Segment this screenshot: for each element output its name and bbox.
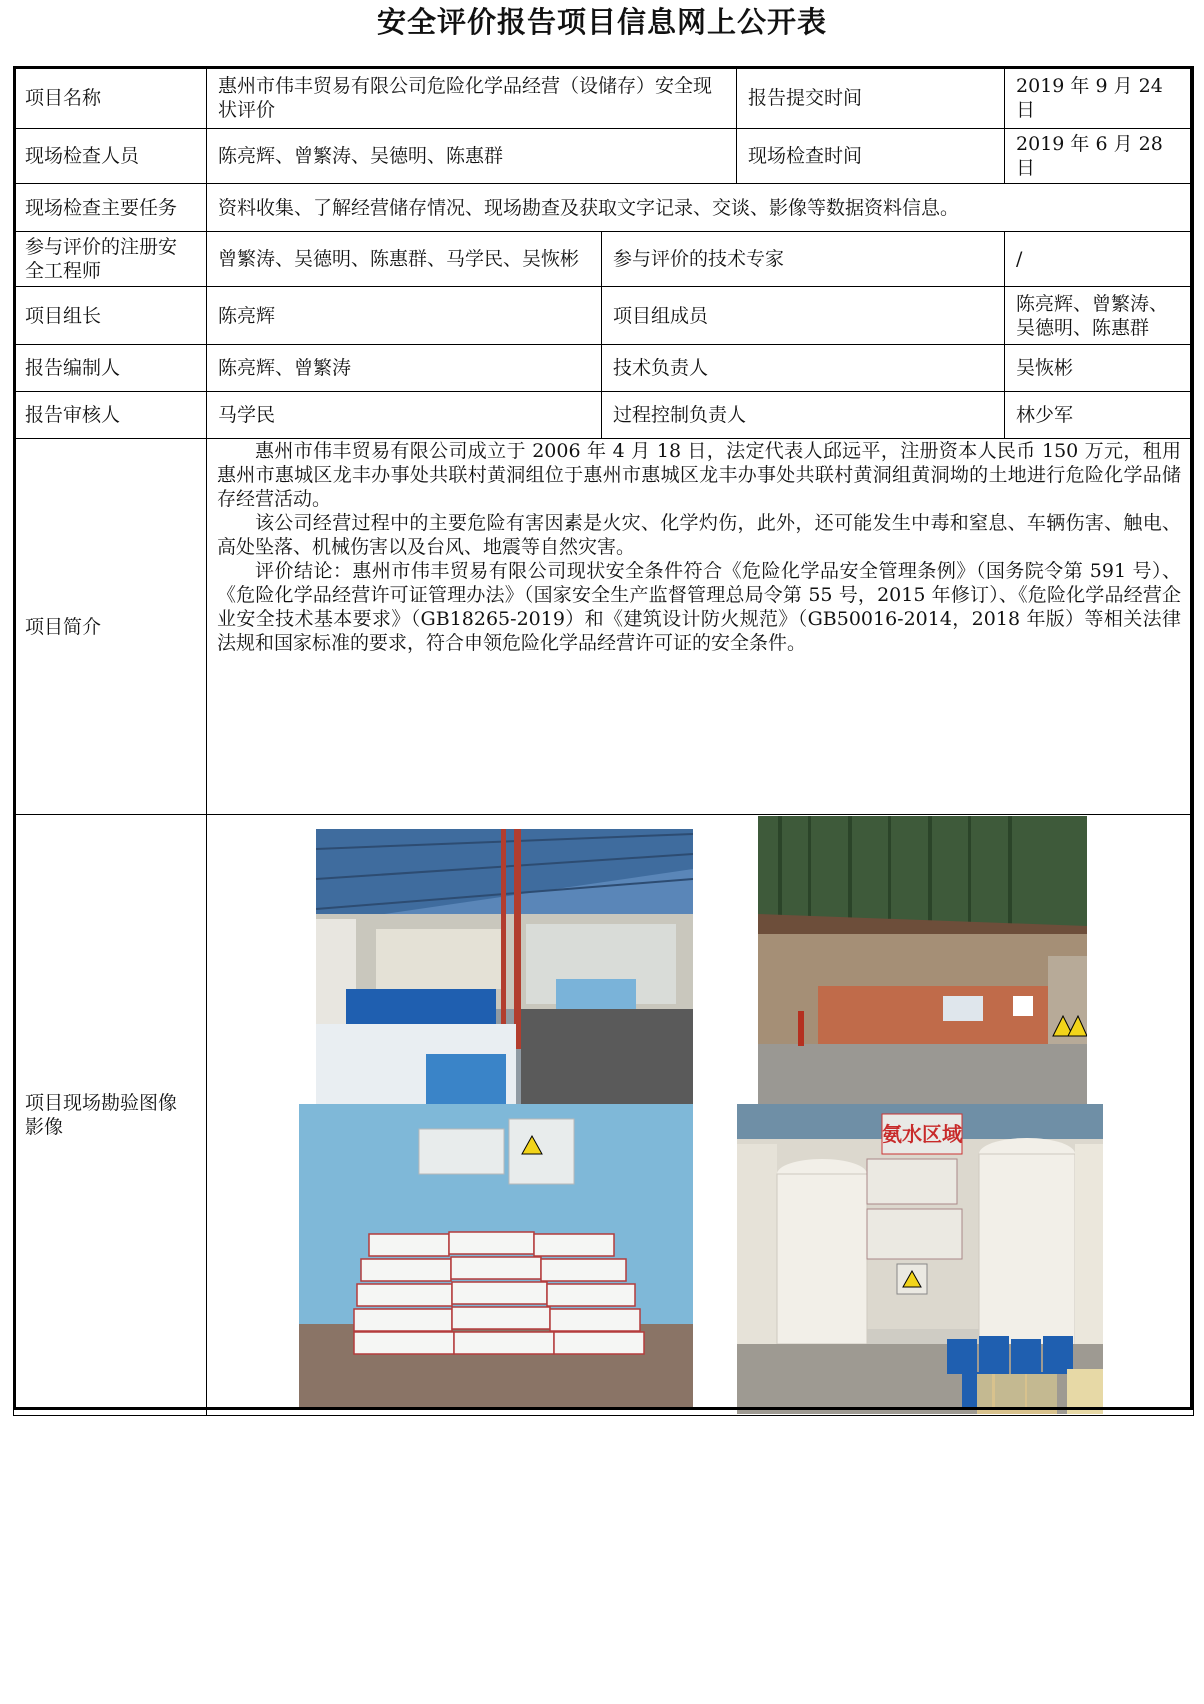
- value-experts: /: [1005, 232, 1194, 287]
- value-project-name: 惠州市伟丰贸易有限公司危险化学品经营（设储存）安全现状评价: [207, 67, 737, 129]
- value-leader: 陈亮辉: [207, 287, 602, 345]
- intro-paragraph-1: 惠州市伟丰贸易有限公司成立于 2006 年 4 月 18 日，法定代表人邱远平，注册资本人民币 150 万元，租用惠州市惠城区龙丰办事处共联村黄洞组位于惠州市惠城区龙丰办事处共联村黄洞组黄洞坳的土地进行危险化学品储存经营活动。: [217, 440, 1182, 510]
- value-members: 陈亮辉、曾繁涛、吴德明、陈惠群: [1005, 287, 1194, 345]
- value-engineers: 曾繁涛、吴德明、陈惠群、马学民、吴恢彬: [207, 232, 602, 287]
- photo-sign-ammonia: 氨水区域: [882, 1122, 962, 1146]
- value-inspect-time: 2019 年 6 月 28 日: [1005, 129, 1194, 184]
- value-submit-time: 2019 年 9 月 24 日: [1005, 67, 1194, 129]
- label-experts: 参与评价的技术专家: [602, 232, 1005, 287]
- table-outer-border: [13, 66, 1193, 1410]
- label-intro: 项目简介: [14, 439, 207, 815]
- label-images: 项目现场勘验图像影像: [14, 815, 207, 1416]
- label-main-task: 现场检查主要任务: [14, 184, 207, 232]
- label-inspectors: 现场检查人员: [14, 129, 207, 184]
- value-inspectors: 陈亮辉、曾繁涛、吴德明、陈惠群: [207, 129, 737, 184]
- label-tech-lead: 技术负责人: [602, 345, 1005, 392]
- value-process-control: 林少军: [1005, 392, 1194, 439]
- value-reviewer: 马学民: [207, 392, 602, 439]
- label-leader: 项目组长: [14, 287, 207, 345]
- label-project-name: 项目名称: [14, 67, 207, 129]
- label-reviewer: 报告审核人: [14, 392, 207, 439]
- label-inspect-time: 现场检查时间: [737, 129, 1005, 184]
- label-engineers: 参与评价的注册安全工程师: [14, 232, 207, 287]
- label-members: 项目组成员: [602, 287, 1005, 345]
- label-submit-time: 报告提交时间: [737, 67, 1005, 129]
- intro-paragraph-2: 该公司经营过程中的主要危险有害因素是火灾、化学灼伤，此外，还可能发生中毒和窒息、车辆伤害、触电、高处坠落、机械伤害以及台风、地震等自然灾害。: [217, 512, 1182, 558]
- label-process-control: 过程控制负责人: [602, 392, 1005, 439]
- intro-paragraph-3: 评价结论：惠州市伟丰贸易有限公司现状安全条件符合《危险化学品安全管理条例》（国务院令第 591 号）、《危险化学品经营许可证管理办法》（国家安全生产监督管理总局令第 55 号，2015 年修订）、《危险化学品经营企业安全技术基本要求》（GB18265-2019）和《建筑设计防火规范》（GB50016-2014，2018 年版）等相关法律法规和国家标准的要求，符合申领危险化学品经营许可证的安全条件。: [217, 560, 1182, 654]
- value-compiler: 陈亮辉、曾繁涛: [207, 345, 602, 392]
- page-title: 安全评价报告项目信息网上公开表: [376, 5, 827, 39]
- value-main-task: 资料收集、了解经营储存情况、现场勘查及获取文字记录、交谈、影像等数据资料信息。: [207, 184, 1194, 232]
- label-compiler: 报告编制人: [14, 345, 207, 392]
- value-tech-lead: 吴恢彬: [1005, 345, 1194, 392]
